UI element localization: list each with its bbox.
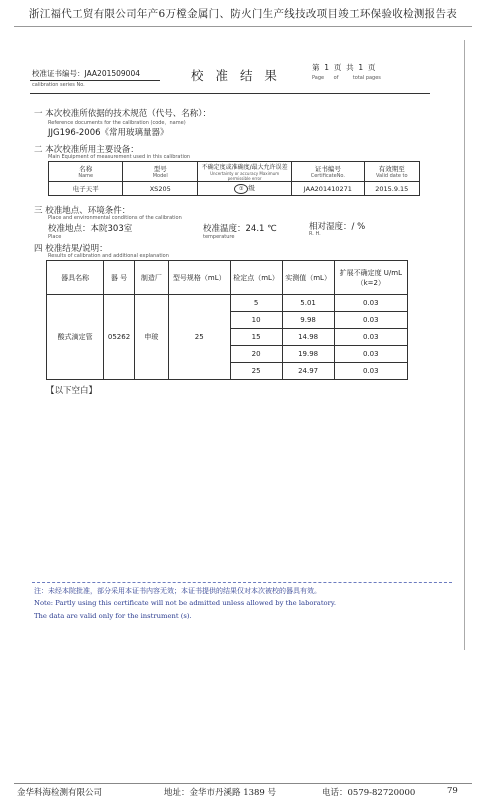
res-measured: 19.98 [282, 346, 334, 363]
blank-below-note: 【以下空白】 [46, 386, 98, 396]
header-divider [14, 26, 472, 27]
res-header-spec: 型号规格（mL） [168, 261, 230, 295]
place-en: Place [48, 234, 62, 240]
section2-label-en: Main Equipment of measurement used in this calibration [48, 154, 191, 160]
page-count-en: Page of total pages [312, 75, 381, 81]
section1-label-en: Reference documents for the calibration (code，name) [48, 120, 186, 126]
report-header-title: 浙江福代工贸有限公司年产6万樘金属门、防火门生产线技改项目竣工环保验收检测报告表 [28, 8, 458, 20]
section3-label: 三 校准地点、环境条件： [34, 206, 131, 216]
humidity-en: R. H. [309, 231, 321, 237]
temperature-value: 24.1 ℃ [245, 224, 277, 234]
cert-number-underline [30, 80, 160, 81]
res-uncertainty: 0.03 [334, 312, 407, 329]
note-cn: 注：未经本院批准，部分采用本证书内容无效；本证书提供的结果仅对本次被校的器具有效。 [34, 587, 321, 595]
accuracy-class-icon: ① [234, 184, 248, 194]
res-instrument: 酸式滴定管 [47, 295, 104, 380]
res-uncertainty: 0.03 [334, 329, 407, 346]
note-en-1: Note: Partly using this certificate will not be admitted unless allowed by the laboratory. [34, 599, 336, 607]
footer-page-number: 79 [447, 786, 458, 796]
eq-accuracy: ① 级 [198, 182, 292, 196]
res-point: 20 [230, 346, 282, 363]
humidity-value: / % [351, 222, 366, 232]
section1-label: 一 本次校准所依据的技术规范（代号、名称）： [34, 109, 211, 119]
section3-label-en: Place and environmental conditions of the calibration [48, 215, 182, 221]
res-spec: 25 [168, 295, 230, 380]
res-uncertainty: 0.03 [334, 346, 407, 363]
res-serial: 05262 [104, 295, 135, 380]
res-uncertainty: 0.03 [334, 295, 407, 312]
note-en-2: The data are valid only for the instrument (s). [34, 612, 192, 620]
res-header-point: 检定点（mL） [230, 261, 282, 295]
eq-header-valid: 有效期至 Valid date to [364, 162, 419, 182]
section4-label-en: Results of calibration and additional explanation [48, 253, 169, 259]
res-measured: 14.98 [282, 329, 334, 346]
place-value: 本院303室 [90, 224, 133, 234]
cert-number-label-en: calibration series No. [32, 82, 85, 88]
res-header-serial: 器 号 [104, 261, 135, 295]
section4-label: 四 校准结果/说明： [34, 244, 108, 254]
eq-header-cert: 证书编号 CertificateNo. [292, 162, 364, 182]
eq-valid: 2015.9.15 [364, 182, 419, 196]
eq-cert-no: JAA201410271 [292, 182, 364, 196]
eq-name: 电子天平 [49, 182, 123, 196]
res-measured: 24.97 [282, 363, 334, 380]
res-uncertainty: 0.03 [334, 363, 407, 380]
res-measured: 5.01 [282, 295, 334, 312]
place-field: 校准地点：本院303室 [48, 224, 133, 234]
footer-company: 金华科海检测有限公司 [17, 788, 103, 798]
res-point: 5 [230, 295, 282, 312]
section1-value: JJG196-2006《常用玻璃量器》 [48, 128, 169, 138]
res-point: 10 [230, 312, 282, 329]
results-row [47, 295, 408, 312]
page-title: 校 准 结 果 [191, 68, 281, 83]
res-header-maker: 制造厂 [134, 261, 168, 295]
res-header-measured: 实测值（mL） [282, 261, 334, 295]
results-table [46, 260, 408, 380]
footer-divider [14, 783, 472, 784]
res-measured: 9.98 [282, 312, 334, 329]
title-rule [30, 93, 430, 94]
equipment-table-row [49, 182, 420, 196]
eq-header-accuracy: 不确定度或准确度/最大允许误差 Uncertainty or accuracy Maximum permissible error [198, 162, 292, 182]
temperature-en: temperature [203, 234, 235, 240]
res-header-uncertainty: 扩展不确定度 U/mL（k=2） [334, 261, 407, 295]
eq-header-name: 名称 Name [49, 162, 123, 182]
cert-number-label: 校准证书编号：JAA201509004 [32, 69, 140, 78]
cert-number-value: JAA201509004 [84, 69, 140, 78]
footer-phone: 电话：0579-82720000 [322, 788, 416, 798]
eq-header-model: 型号 Model [123, 162, 198, 182]
res-maker: 申玻 [134, 295, 168, 380]
section2-label: 二 本次校准所用主要设备： [34, 145, 139, 155]
res-header-instrument: 器具名称 [47, 261, 104, 295]
notes-divider [32, 582, 452, 583]
res-point: 15 [230, 329, 282, 346]
eq-model: XS205 [123, 182, 198, 196]
temperature-field: 校准温度：24.1 ℃ [203, 224, 277, 234]
res-point: 25 [230, 363, 282, 380]
equipment-table [48, 161, 420, 196]
equipment-table-header [49, 162, 420, 182]
page-count: 第 1 页 共 1 页 [312, 63, 376, 72]
humidity-field: 相对湿度：/ % [309, 222, 366, 232]
results-table-header [47, 261, 408, 295]
footer-address: 地址：金华市丹溪路 1389 号 [164, 788, 277, 798]
